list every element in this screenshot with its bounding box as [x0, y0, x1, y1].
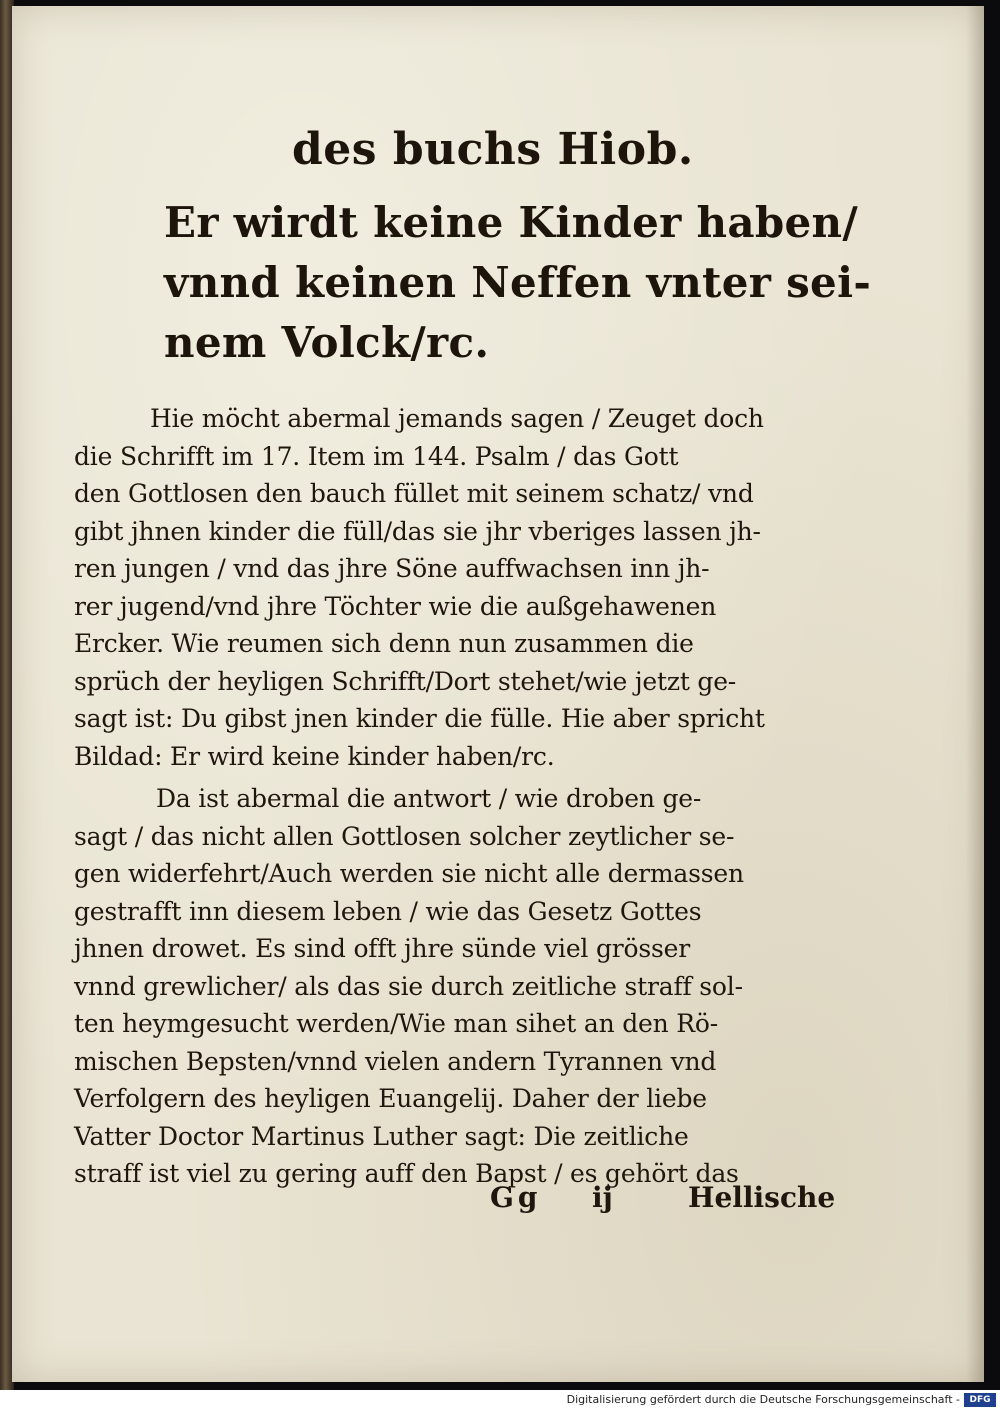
credit-bar — [0, 1390, 1000, 1411]
catchword: Hellische — [688, 1181, 836, 1214]
text-line: Verfolgern des heyligen Euangelij. Daher der liebe — [74, 1084, 707, 1113]
text-line: sprüch der heyligen Schrifft/Dort stehet/wie jetzt ge- — [74, 666, 737, 696]
text-line: jhnen drowet. Es sind offt jhre sünde viel grösser — [74, 934, 690, 963]
text-line: Vatter Doctor Martinus Luther sagt: Die zeitliche — [74, 1121, 689, 1151]
verse-heading-line: vnnd keinen Neffen vnter sei- — [164, 258, 872, 307]
text-line: mischen Bepsten/vnnd vielen andern Tyrannen vnd — [74, 1046, 717, 1076]
text-line: Bildad: Er wird keine kinder haben/rc. — [74, 741, 555, 771]
text-line: die Schrifft im 17. Item im 144. Psalm / das Gott — [74, 441, 679, 471]
verse-heading-line: nem Volck/rc. — [164, 318, 490, 367]
text-line: sagt ist: Du gibst jnen kinder die fülle. Hie aber spricht — [74, 704, 765, 733]
running-head: des buchs Hiob. — [292, 124, 694, 175]
paragraph-2 — [74, 780, 796, 1193]
text-line: Hie möcht abermal jemands sagen / Zeuget doch — [150, 404, 764, 433]
text-line: den Gottlosen den bauch füllet mit seinem schatz/ vnd — [74, 479, 754, 508]
text-line: ten heymgesucht werden/Wie man sihet an den Rö- — [74, 1009, 718, 1038]
text-line: rer jugend/vnd jhre Töchter wie die außgehawenen — [74, 591, 717, 621]
text-line: gibt jhnen kinder die füll/das sie jhr vberiges lassen jh- — [74, 516, 761, 546]
signature-mark: Gg — [490, 1181, 542, 1214]
book-page — [12, 6, 984, 1382]
text-line: Da ist abermal die antwort / wie droben ge- — [156, 784, 702, 813]
verse-heading-line: Er wirdt keine Kinder haben/ — [164, 198, 858, 247]
paragraph-1 — [74, 400, 796, 775]
text-line: ren jungen / vnd das jhre Söne auffwachsen inn jh- — [74, 554, 710, 583]
text-line: gestrafft inn diesem leben / wie das Gesetz Gottes — [74, 896, 702, 926]
text-line: vnnd grewlicher/ als das sie durch zeitliche straff sol- — [74, 971, 743, 1001]
text-line: straff ist viel zu gering auff den Bapst / es gehört das — [74, 1159, 739, 1188]
dfg-logo-icon: DFG — [964, 1393, 996, 1407]
text-line: sagt / das nicht allen Gottlosen solcher zeytlicher se- — [74, 821, 735, 851]
text-line: Ercker. Wie reumen sich denn nun zusammen die — [74, 629, 694, 658]
funding-credit: Digitalisierung gefördert durch die Deutsche Forschungsgemeinschaft - — [566, 1393, 960, 1406]
text-line: gen widerfehrt/Auch werden sie nicht alle dermassen — [74, 859, 744, 888]
leaf-number: ij — [592, 1181, 613, 1214]
